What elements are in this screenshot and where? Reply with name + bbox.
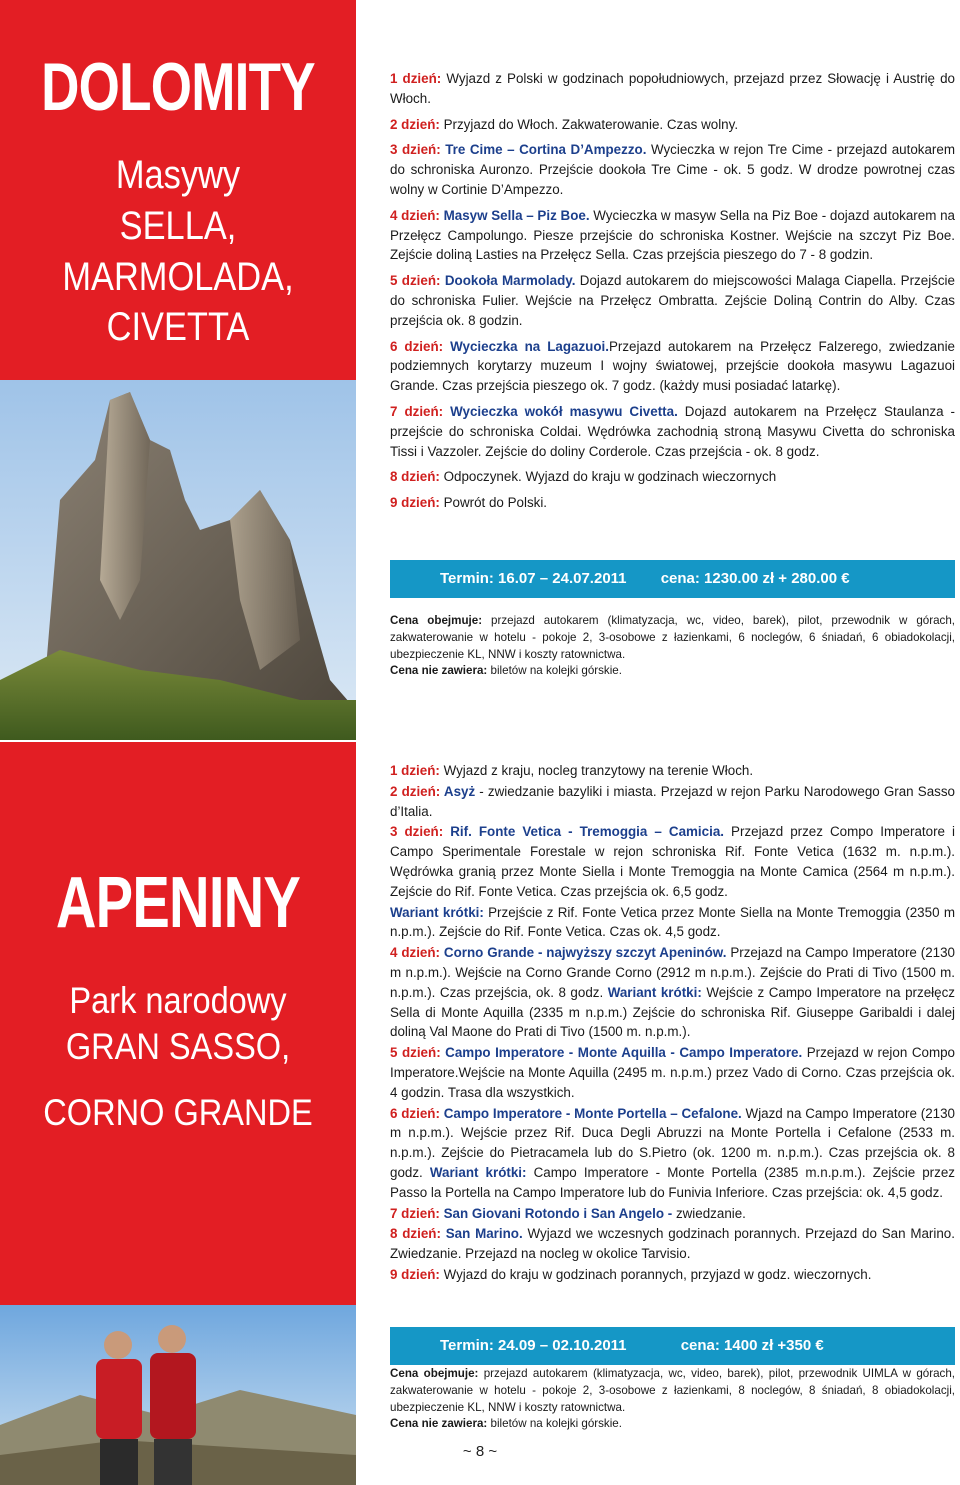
- day-text: Dojazd autokarem do miejscowości Malaga Ciapella. Przejście do schroniska Fulier. Wejście na Przełęcz Ombratta. Zejście Doliną Contrin do Alby. Czas przejścia ok. 8 godzin.: [390, 273, 955, 328]
- day-label: 8 dzień:: [390, 469, 440, 485]
- itinerary-day: [390, 140, 955, 199]
- apeniny-title: APENINY: [55, 863, 301, 943]
- subtitle-line: Park narodowy: [69, 980, 287, 1021]
- day-label: 3 dzień:: [390, 824, 444, 840]
- excludes-label: Cena nie zawiera:: [390, 664, 488, 678]
- variant-label: Wariant krótki:: [429, 1164, 527, 1180]
- apeniny-panel: [0, 742, 356, 1485]
- day-label: 7 dzień:: [390, 1205, 440, 1221]
- includes-label: Cena obejmuje:: [390, 1367, 479, 1380]
- itinerary-day: [390, 115, 955, 135]
- day-text: Powrót do Polski.: [439, 495, 548, 511]
- day-label: 5 dzień:: [390, 1045, 441, 1061]
- dolomity-price-details: [390, 613, 955, 680]
- day-label: 1 dzień:: [390, 71, 442, 86]
- termin-text: Termin: 16.07 – 24.07.2011: [440, 570, 627, 587]
- itinerary-day: [390, 1204, 955, 1224]
- subtitle-line: CIVETTA: [106, 305, 250, 350]
- day-label: 1 dzień:: [390, 763, 440, 778]
- day-label: 9 dzień:: [390, 495, 440, 511]
- apeniny-termin-bar: [390, 1327, 955, 1365]
- day-highlight: Campo Imperatore - Monte Aquilla - Campo Imperatore.: [440, 1045, 803, 1061]
- day-text: Wycieczka w masyw Sella na Piz Boe - dojazd autokarem na Przełęcz Campolungo. Piesze przejście do schroniska Kostner. Wejście na szczyt Piz Boe. Zejście doliną Lasties na Przełęcz Sella. Czas przejścia pieszego do 7 - 8 godzin.: [390, 207, 955, 263]
- termin-text: Termin: 24.09 – 02.10.2011: [440, 1337, 627, 1354]
- variant-text: Campo Imperatore - Monte Portella (2385 m.n.p.m.). Zejście przez Passo la Portella na Campo Imperatore lub do Funivia Inferiore. Czas przejścia: ok. 4,5 godz.: [390, 1164, 955, 1200]
- day-text: Przejazd przez Compo Imperatore i Campo Sperimentale Forestale w rejon schroniska Rif. Fonte Vetica (1632 m. n.p.m.). Wędrówka granią przez Monte Siella i Monte Tremoggia na Monte Camica (2564 m n.p.m.). Zejście do Rif. Fonte Vetica. Czas przejścia ok. 6,5 godz.: [390, 824, 955, 899]
- day-highlight: Corno Grande - najwyższy szczyt Apeninów.: [440, 945, 727, 961]
- day-highlight: Wycieczka na Lagazuoi.: [443, 338, 609, 354]
- day-highlight: Tre Cime – Cortina D’Ampezzo.: [440, 142, 647, 158]
- day-highlight: Wariant krótki:: [390, 904, 484, 920]
- includes-text: przejazd autokarem (klimatyzacja, wc, video, barek), pilot, przewodnik UIMLA w górach, zakwaterowanie w hotelu - pokoje 2, 3-osobowe z łazienkami, 8 noclegów, 8 śniadań, 8 obiadokolacji, ubezpieczenie KL, NNW i koszty ratownictwa.: [390, 1367, 955, 1414]
- dolomity-itinerary: [390, 69, 955, 519]
- day-label: 8 dzień:: [390, 1226, 441, 1242]
- subtitle-line: Masywy: [115, 153, 241, 197]
- itinerary-day: [390, 69, 955, 109]
- subtitle-line: SELLA,: [119, 203, 237, 248]
- itinerary-day: [390, 337, 955, 396]
- day-text: Przyjazd do Włoch. Zakwaterowanie. Czas wolny.: [439, 116, 739, 132]
- day-text: Wyjazd z kraju, nocleg tranzytowy na terenie Włoch.: [439, 763, 754, 778]
- day-highlight: Masyw Sella – Piz Boe.: [439, 207, 590, 223]
- day-text: zwiedzanie.: [672, 1205, 746, 1221]
- day-label: 7 dzień:: [390, 403, 444, 419]
- day-label: 4 dzień:: [390, 945, 441, 961]
- itinerary-day: [390, 206, 955, 265]
- price-text: cena: 1230.00 zł + 280.00 €: [660, 570, 850, 587]
- day-text: Dojazd autokarem na Przełęcz Staulanza - przejście do schroniska Coldai. Wędrówka zachodnią stroną Masywu Civetta do schroniska Tissi i Vazzoler. Zejście do doliny Corderole. Czas przejścia - ok. 8 godz.: [390, 403, 955, 459]
- tre-cime-mountain-photo: [0, 380, 356, 740]
- itinerary-day: [390, 943, 955, 1042]
- day-text: Wyjazd we wczesnych godzinach porannych. Przejazd do San Marino. Zwiedzanie. Przejazd na nocleg w okolice Tarvisio.: [390, 1226, 955, 1262]
- itinerary-day: [390, 1104, 955, 1203]
- day-label: 6 dzień:: [390, 338, 444, 354]
- apeniny-price-details: [390, 1366, 955, 1433]
- price-includes: [390, 1366, 955, 1416]
- itinerary-day: [390, 903, 955, 943]
- day-text: Przejazd na Campo Imperatore (2130 m n.p.m.). Wejście na Corno Grande Corno (2912 m n.p.m.). Zejście do Prati di Tivo (1500 m. n.p.m.). Czas przejścia, ok. 8 godz.: [390, 945, 955, 1000]
- dolomity-subtitle: [25, 150, 331, 353]
- includes-label: Cena obejmuje:: [390, 614, 483, 627]
- day-text: Wyjazd do kraju w godzinach porannych, przyjazd w godz. wieczornych.: [439, 1266, 872, 1282]
- day-text: - zwiedzanie bazyliki i miasta. Przejazd w rejon Parku Narodowego Gran Sasso d’Italia.: [390, 783, 955, 819]
- price-excludes: [390, 1416, 955, 1433]
- itinerary-day: [390, 822, 955, 901]
- day-text: Przejazd w rejon Compo Imperatore.Wejście na Monte Aquilla (2495 m. n.p.m.) przez Vado di Corno. Czas przejścia ok. 4 godzin. Trasa dla wszystkich.: [390, 1045, 955, 1100]
- page-number: ~ 8 ~: [462, 1443, 498, 1460]
- day-label: 2 dzień:: [390, 783, 441, 799]
- day-text: Odpoczynek. Wyjazd do kraju w godzinach wieczornych: [439, 469, 777, 485]
- day-text: Przejazd autokarem na Przełęcz Falzerego, zwiedzanie podziemnych korytarzy muzeum I wojny światowej, przejście dookoła masywu Lagazuoi Grande. Czas przejścia pieszego ok. 7 godz. (każdy musi posiadać latarkę).: [390, 338, 955, 394]
- subtitle-line: MARMOLADA,: [62, 254, 294, 299]
- itinerary-day: [390, 1043, 955, 1102]
- day-text: Przejście z Rif. Fonte Vetica przez Monte Siella na Monte Tremoggia (2350 m n.p.m.). Zejście do Rif. Fonte Vetica. Czas ok. 4,5 godz.: [390, 904, 955, 940]
- day-highlight: San Giovani Rotondo i San Angelo -: [439, 1205, 673, 1221]
- day-highlight: San Marino.: [440, 1226, 523, 1242]
- itinerary-day: [390, 1224, 955, 1264]
- itinerary-day: [390, 782, 955, 822]
- dolomity-title: DOLOMITY: [41, 49, 315, 125]
- day-label: 6 dzień:: [390, 1105, 440, 1121]
- apeniny-itinerary: [390, 761, 955, 1286]
- day-highlight: Wycieczka wokół masywu Civetta.: [443, 403, 678, 419]
- subtitle-line: GRAN SASSO,: [65, 1026, 291, 1067]
- day-highlight: Rif. Fonte Vetica - Tremoggia – Camicia.: [443, 824, 724, 840]
- subtitle-line: CORNO GRANDE: [43, 1092, 313, 1133]
- price-excludes: [390, 663, 955, 680]
- day-highlight: Dookoła Marmolady.: [440, 273, 576, 289]
- itinerary-day: [390, 493, 955, 513]
- price-includes: [390, 613, 955, 663]
- includes-text: przejazd autokarem (klimatyzacja, wc, video, barek), pilot, przewodnik w górach, zakwaterowanie w hotelu - pokoje 2, 3-osobowe z łazienkami, 6 noclegów, 6 śniadań, 6 obiadokolacji, ubezpieczenie KL, NNW i koszty ratownictwa.: [390, 614, 955, 661]
- day-label: 2 dzień:: [390, 116, 440, 132]
- day-label: 9 dzień:: [390, 1266, 440, 1282]
- day-label: 4 dzień:: [390, 207, 440, 223]
- excludes-label: Cena nie zawiera:: [390, 1417, 488, 1431]
- day-text: Wycieczka w rejon Tre Cime - przejazd autokarem do schroniska Auronzo. Przejście dookoła Tre Cime - ok. 5 godz. W drodze powrotnej czas wolny w Cortinie D’Ampezzo.: [390, 142, 955, 197]
- day-highlight: Asyż: [440, 783, 476, 799]
- day-label: 5 dzień:: [390, 273, 441, 289]
- itinerary-day: [390, 1265, 955, 1285]
- day-text: Wjazd na Campo Imperatore (2130 m n.p.m.). Wejście przez Rif. Duca Degli Abruzzi na Monte Portella i Cefalone (2533 m. n.p.m.). Zejście do Pietracamela lub do S.Pietro (ok. 1200 m. n.p.m.). Czas przejścia ok. 8 godz.: [390, 1105, 955, 1180]
- price-text: cena: 1400 zł +350 €: [680, 1337, 824, 1354]
- variant-label: Wariant krótki:: [607, 984, 702, 1000]
- excludes-text: biletów na kolejki górskie.: [487, 664, 622, 678]
- apeniny-subtitle: [21, 978, 334, 1136]
- itinerary-day: [390, 467, 955, 487]
- dolomity-termin-bar: [390, 560, 955, 598]
- itinerary-day: [390, 761, 955, 781]
- day-highlight: Campo Imperatore - Monte Portella – Cefalone.: [439, 1105, 742, 1121]
- variant-text: Wejście z Campo Imperatore na przełęcz Sella di Monte Aquilla (2335 m n.p.m.) Zejście do schroniska Rif. Giuseppe Garibaldi i dalej doliną Val Maone do Prati di Tivo (1500 m. n.p.m.).: [390, 984, 955, 1040]
- itinerary-day: [390, 402, 955, 461]
- day-label: 3 dzień:: [390, 142, 441, 158]
- itinerary-day: [390, 271, 955, 330]
- day-text: Wyjazd z Polski w godzinach popołudniowych, przejazd przez Słowację i Austrię do Włoch.: [390, 71, 955, 106]
- dolomity-panel: [0, 0, 356, 740]
- excludes-text: biletów na kolejki górskie.: [487, 1417, 622, 1431]
